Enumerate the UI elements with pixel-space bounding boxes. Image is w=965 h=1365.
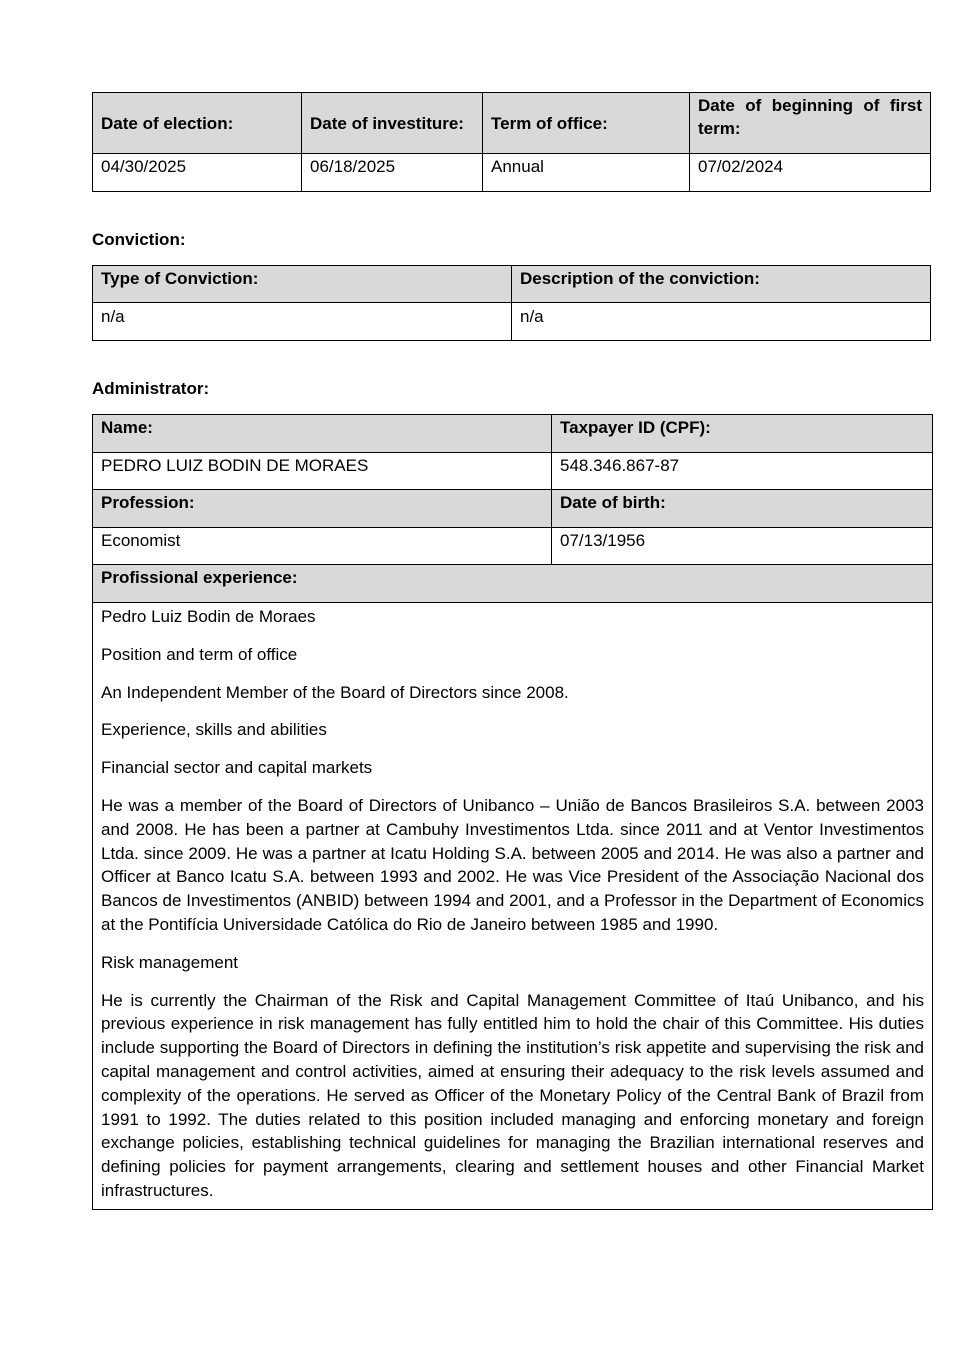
term-of-office-value: Annual xyxy=(483,154,690,192)
experience-financial-text: He was a member of the Board of Directors of Unibanco – União de Bancos Brasileiros S.A. between 2003 and 2008. He has been a partner at Cambuhy Investimentos Ltda. since 2011 and at Ventor Investimentos Ltda. since 2009. He was a partner at Icatu Holding S.A. between 2005 and 2014. He was also a partner and Officer at Banco Icatu S.A. between 1993 and 2002. He was Vice President of the Associação Nacional dos Bancos de Investimentos (ANBID) between 1994 and 2001, and a Professor in the Department of Economics at the Pontifícia Universidade Católica do Rio de Janeiro between 1985 and 1990. xyxy=(101,795,924,934)
experience-position-text: An Independent Member of the Board of Directors since 2008. xyxy=(101,682,569,702)
date-of-first-term-value: 07/02/2024 xyxy=(690,154,931,192)
mandate-table xyxy=(92,92,931,192)
experience-skills-heading: Experience, skills and abilities xyxy=(101,720,327,740)
experience-header: Profissional experience: xyxy=(93,565,933,603)
cpf-header: Taxpayer ID (CPF): xyxy=(552,415,933,453)
dob-value: 07/13/1956 xyxy=(552,528,933,565)
date-of-investiture-value: 06/18/2025 xyxy=(302,154,483,192)
cpf-value: 548.346.867-87 xyxy=(552,453,933,490)
experience-risk-text: He is currently the Chairman of the Risk and Capital Management Committee of Itaú Unibanco, and his previous experience in risk management has fully entitled him to hold the chair of this Committee. His duties include supporting the Board of Directors in defining the institution’s risk appetite and supervising the risk and capital management and control activities, aimed at ensuring their adequacy to the risk levels assumed and complexity of the operations. He served as Officer of the Monetary Policy of the Central Bank of Brazil from 1991 to 1992. The duties related to this position included managing and enforcing monetary and foreign exchange policies, establishing technical guidelines for managing the Brazilian international reserves and defining policies for payment arrangements, clearing and settlement houses and other Financial Market infrastructures. xyxy=(101,990,924,1200)
mandate-header-row xyxy=(93,93,931,154)
conviction-table xyxy=(92,265,931,341)
name-header: Name: xyxy=(93,415,552,453)
date-of-investiture-header: Date of investiture: xyxy=(302,93,483,154)
conviction-type-header: Type of Conviction: xyxy=(93,266,512,303)
profession-value: Economist xyxy=(93,528,552,565)
experience-content xyxy=(93,603,933,1210)
experience-financial-heading: Financial sector and capital markets xyxy=(101,758,373,778)
mandate-value-row xyxy=(93,154,931,192)
date-of-election-header: Date of election: xyxy=(93,93,302,154)
dob-header: Date of birth: xyxy=(552,490,933,528)
experience-position-heading: Position and term of office xyxy=(101,644,298,664)
term-of-office-header: Term of office: xyxy=(483,93,690,154)
conviction-type-value: n/a xyxy=(93,303,512,341)
experience-risk-heading: Risk management xyxy=(101,952,239,972)
administrator-table xyxy=(92,414,933,1210)
date-of-first-term-header: Date of beginning of first term: xyxy=(690,93,931,154)
name-value: PEDRO LUIZ BODIN DE MORAES xyxy=(93,453,552,490)
conviction-description-header: Description of the conviction: xyxy=(512,266,931,303)
date-of-election-value: 04/30/2025 xyxy=(93,154,302,192)
profession-header: Profession: xyxy=(93,490,552,528)
conviction-title: Conviction: xyxy=(92,230,186,249)
experience-name: Pedro Luiz Bodin de Moraes xyxy=(101,607,316,626)
administrator-title: Administrator: xyxy=(92,379,210,398)
conviction-description-value: n/a xyxy=(512,303,931,341)
